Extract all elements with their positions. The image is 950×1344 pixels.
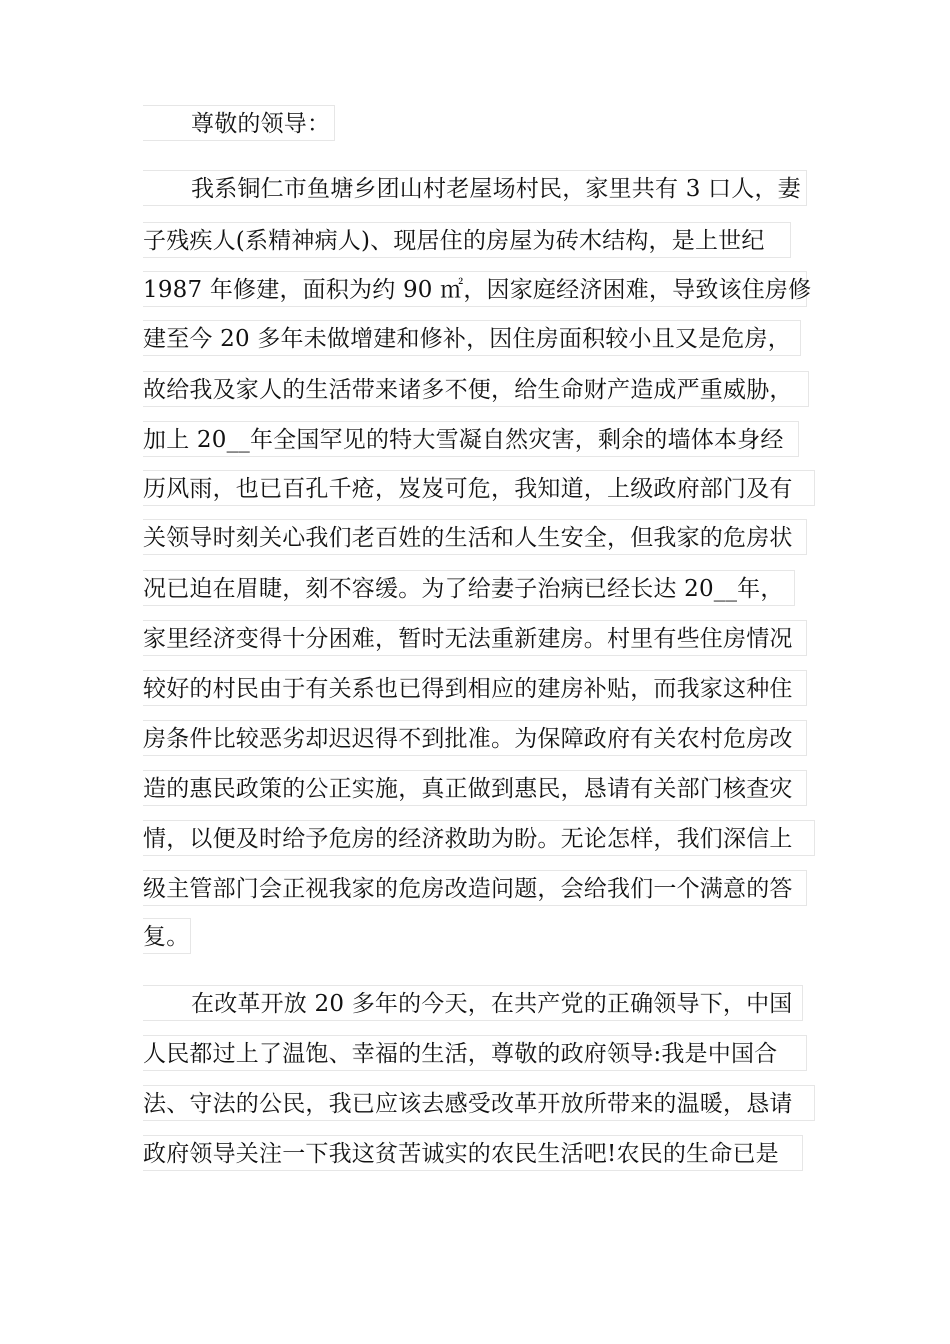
paragraph-line: 建至今 20 多年未做增建和修补，因住房面积较小且又是危房， <box>143 320 801 356</box>
paragraph-line: 人民都过上了温饱、幸福的生活，尊敬的政府领导:我是中国合 <box>143 1035 807 1071</box>
paragraph-line: 较好的村民由于有关系也已得到相应的建房补贴，而我家这种住 <box>143 670 807 706</box>
paragraph-line: 家里经济变得十分困难，暂时无法重新建房。村里有些住房情况 <box>143 620 807 656</box>
paragraph-line: 故给我及家人的生活带来诸多不便，给生命财产造成严重威胁， <box>143 371 809 407</box>
paragraph-line: 法、守法的公民，我已应该去感受改革开放所带来的温暖，恳请 <box>143 1085 815 1121</box>
paragraph-line: 情，以便及时给予危房的经济救助为盼。无论怎样，我们深信上 <box>143 820 815 856</box>
paragraph-line: 级主管部门会正视我家的危房改造问题，会给我们一个满意的答 <box>143 870 807 906</box>
paragraph-line: 1987 年修建，面积为约 90 ㎡，因家庭经济困难，导致该住房修 <box>143 271 807 307</box>
paragraph-line: 况已迫在眉睫，刻不容缓。为了给妻子治病已经长达 20__年， <box>143 570 795 606</box>
paragraph-line: 历风雨，也已百孔千疮，岌岌可危，我知道，上级政府部门及有 <box>143 470 815 506</box>
paragraph-line: 关领导时刻关心我们老百姓的生活和人生安全，但我家的危房状 <box>143 519 807 555</box>
paragraph-line: 加上 20__年全国罕见的特大雪凝自然灾害，剩余的墙体本身经 <box>143 421 799 457</box>
paragraph-line: 子残疾人(系精神病人)、现居住的房屋为砖木结构，是上世纪 <box>143 222 791 258</box>
paragraph-line: 我系铜仁市鱼塘乡团山村老屋场村民，家里共有 3 口人，妻 <box>143 170 807 206</box>
paragraph-line: 造的惠民政策的公正实施，真正做到惠民，恳请有关部门核查灾 <box>143 770 807 806</box>
paragraph-line: 在改革开放 20 多年的今天，在共产党的正确领导下，中国 <box>143 985 803 1021</box>
salutation: 尊敬的领导： <box>143 105 335 141</box>
paragraph-line: 房条件比较恶劣却迟迟得不到批准。为保障政府有关农村危房改 <box>143 720 807 756</box>
paragraph-line: 复。 <box>143 918 191 954</box>
paragraph-line: 政府领导关注一下我这贫苦诚实的农民生活吧!农民的生命已是 <box>143 1135 803 1171</box>
